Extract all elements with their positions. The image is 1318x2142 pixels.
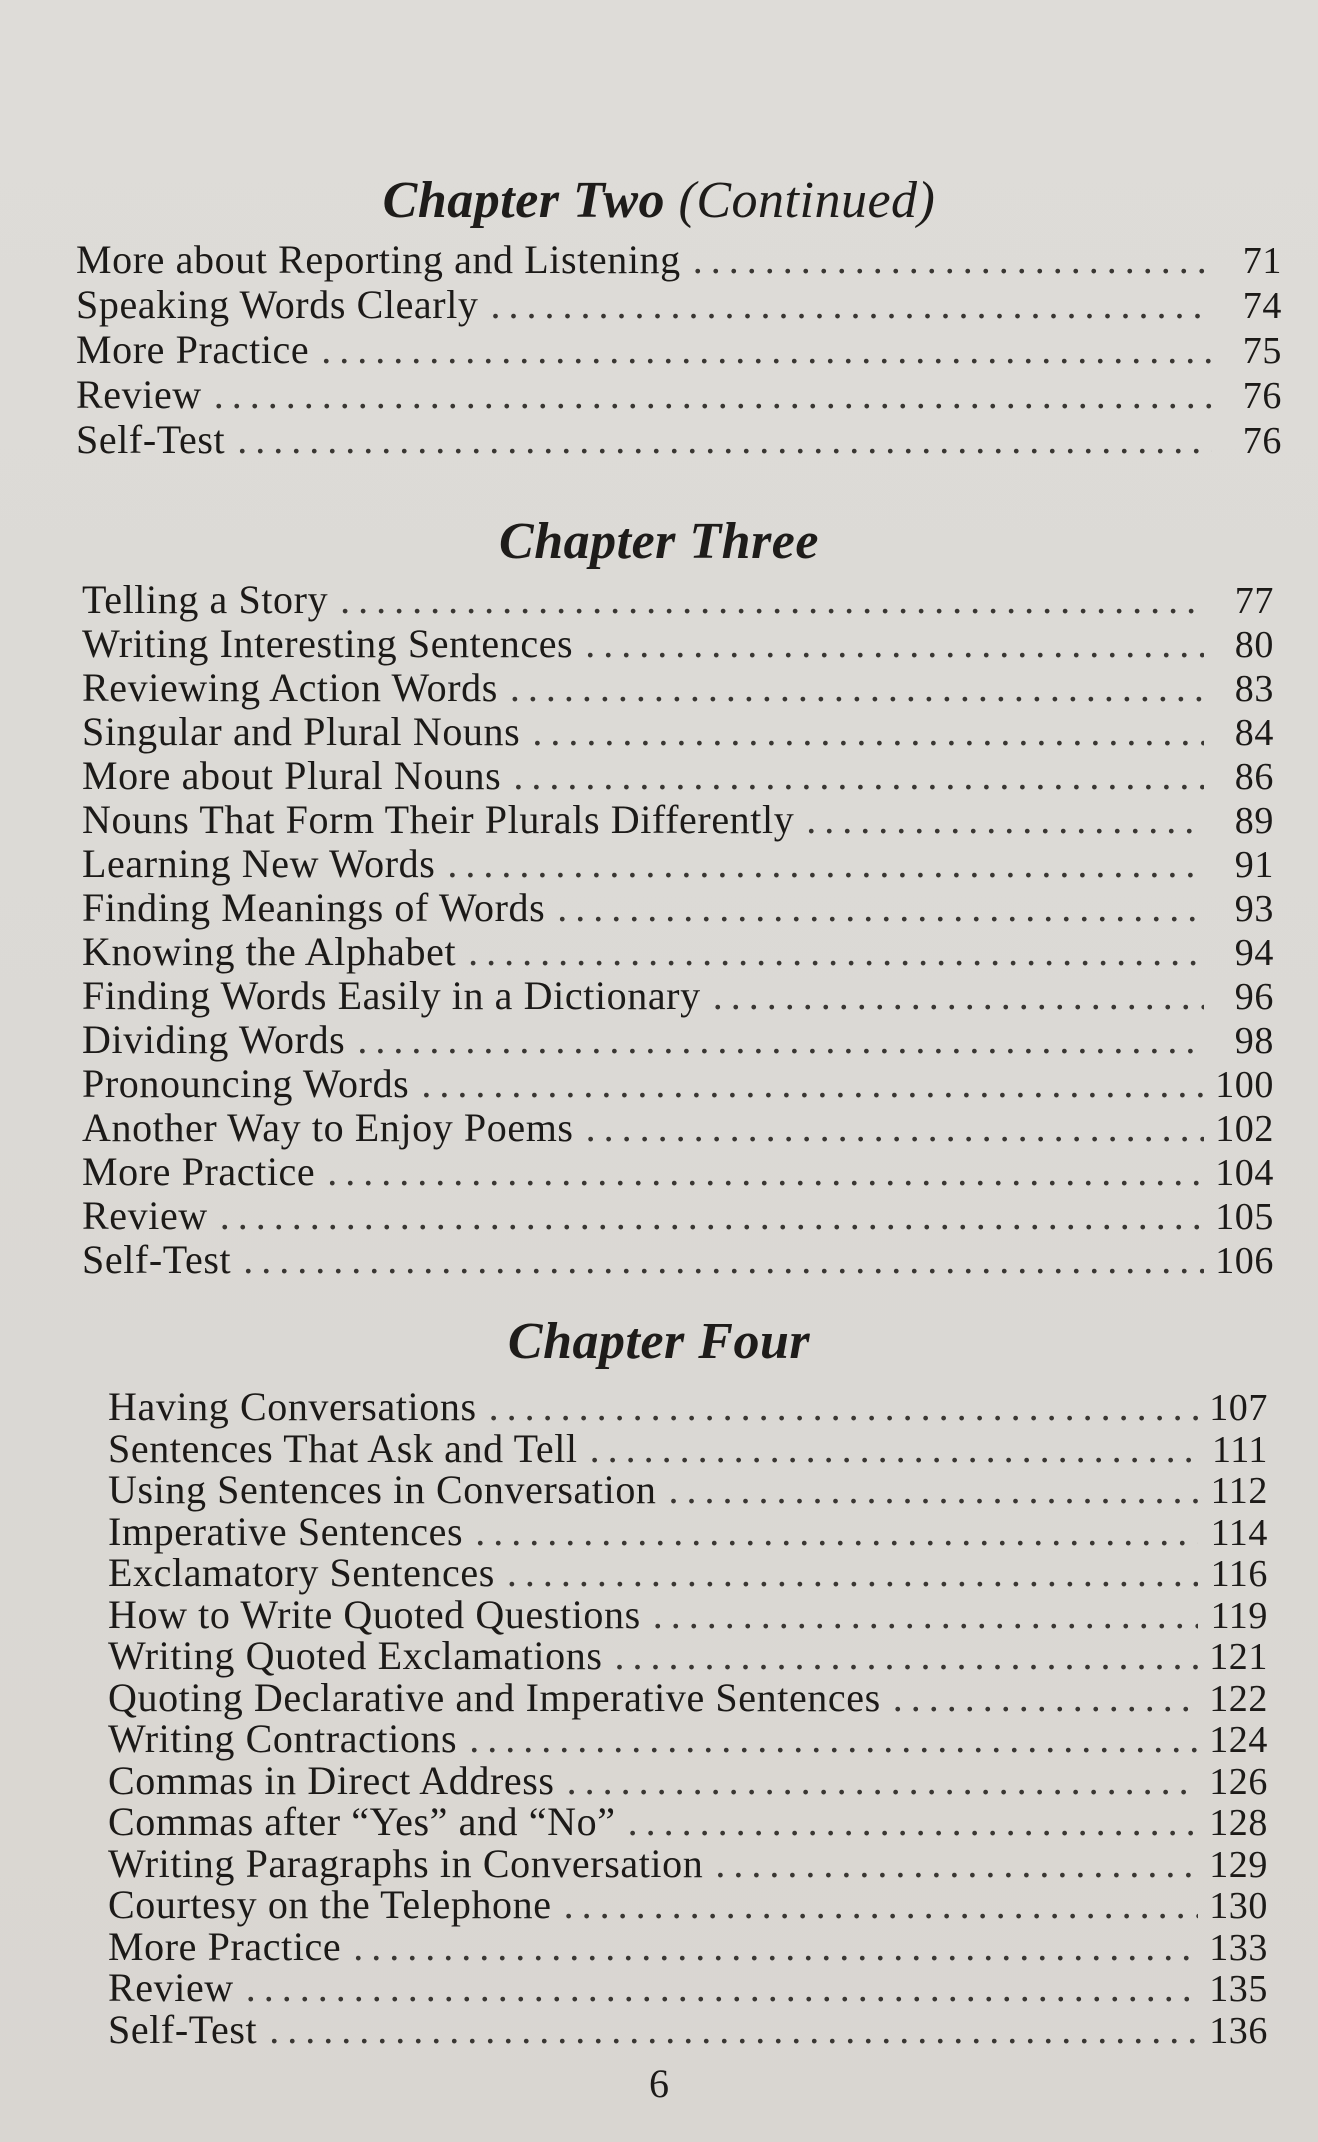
toc-list: [76, 237, 1282, 462]
toc-entry-title: Sentences That Ask and Tell: [108, 1425, 578, 1471]
toc-entry-page-number: 119: [1210, 1594, 1268, 1637]
toc-entry-title: Another Way to Enjoy Poems: [82, 1105, 574, 1150]
chapter-two-section: [0, 165, 1318, 462]
toc-entry-title: Imperative Sentences: [108, 1508, 464, 1554]
toc-entry: [76, 282, 1282, 327]
toc-entry-title: Writing Paragraphs in Conversation: [108, 1840, 704, 1886]
dot-leader: [585, 622, 1204, 666]
dot-leader: [557, 886, 1204, 930]
toc-entry-page-number: 84: [1234, 712, 1274, 754]
toc-entry-page-number: 112: [1210, 1470, 1268, 1512]
dot-leader: [567, 1760, 1198, 1802]
toc-entry-page-number: 122: [1209, 1677, 1268, 1720]
toc-entry-title: More Practice: [82, 1149, 316, 1194]
toc-entry: [108, 1552, 1268, 1594]
dot-leader: [510, 666, 1204, 710]
dot-leader: [806, 798, 1204, 842]
toc-entry-page-number: 93: [1234, 888, 1274, 930]
toc-entry: [108, 1386, 1268, 1428]
toc-entry-title: Self-Test: [82, 1237, 232, 1282]
toc-entry: [108, 1469, 1268, 1511]
toc-entry-page-number: 105: [1215, 1196, 1274, 1238]
toc-entry-title: Quoting Declarative and Imperative Sentences: [108, 1674, 881, 1720]
dot-leader: [340, 578, 1204, 622]
toc-entry-page-number: 102: [1215, 1108, 1274, 1150]
toc-entry: [82, 666, 1274, 710]
chapter-title-text: Chapter Four: [507, 1313, 811, 1370]
dot-leader: [653, 1594, 1198, 1636]
toc-entry: [108, 1801, 1268, 1843]
toc-entry-title: Writing Interesting Sentences: [82, 621, 574, 666]
dot-leader: [586, 1106, 1204, 1150]
toc-entry: [76, 417, 1282, 462]
toc-entry: [108, 1508, 1268, 1554]
dot-leader: [269, 2009, 1198, 2051]
toc-entry: [108, 1757, 1268, 1803]
dot-leader: [220, 1194, 1204, 1238]
toc-entry: [108, 1884, 1268, 1926]
toc-entry-title: More about Reporting and Listening: [76, 237, 681, 282]
toc-entry-page-number: 121: [1209, 1636, 1268, 1678]
toc-entry-title: Review: [108, 1965, 234, 2010]
toc-entry-title: Writing Quoted Exclamations: [108, 1633, 603, 1678]
toc-entry: [82, 1018, 1274, 1062]
toc-entry: [76, 372, 1282, 417]
chapter-title-text: Chapter Two: [382, 172, 666, 229]
dot-leader: [237, 417, 1212, 462]
dot-leader: [489, 1386, 1198, 1428]
toc-entry-title: Learning New Words: [82, 841, 436, 886]
toc-entry: [108, 1718, 1268, 1760]
toc-entry: [82, 974, 1274, 1018]
toc-entry-page-number: 89: [1234, 800, 1274, 842]
toc-entry-page-number: 83: [1234, 668, 1274, 710]
toc-entry-page-number: 76: [1242, 375, 1282, 417]
toc-entry-page-number: 80: [1234, 624, 1274, 666]
dot-leader: [715, 1843, 1198, 1885]
toc-entry-title: Self-Test: [76, 417, 226, 462]
chapter-title: [0, 1306, 1318, 1378]
toc-list: [82, 578, 1274, 1282]
toc-entry-page-number: 104: [1215, 1152, 1274, 1194]
toc-entry-title: Having Conversations: [108, 1384, 477, 1429]
dot-leader: [475, 1511, 1198, 1553]
toc-entry-title: Speaking Words Clearly: [76, 282, 479, 327]
toc-entry-page-number: 86: [1234, 756, 1274, 798]
toc-entry: [108, 1674, 1268, 1720]
page-number-folio: 6: [649, 2061, 669, 2106]
toc-entry: [82, 930, 1274, 974]
toc-entry-page-number: 94: [1234, 932, 1274, 974]
toc-entry-page-number: 71: [1242, 240, 1282, 282]
toc-entry-page-number: 126: [1209, 1760, 1268, 1803]
toc-entry: [82, 1238, 1274, 1282]
toc-entry: [82, 842, 1274, 886]
toc-entry-title: Reviewing Action Words: [82, 665, 498, 710]
toc-entry-page-number: 129: [1209, 1843, 1268, 1886]
toc-entry-page-number: 116: [1210, 1553, 1268, 1595]
toc-entry-title: More about Plural Nouns: [82, 753, 502, 798]
toc-entry: [108, 1425, 1268, 1471]
dot-leader: [243, 1238, 1204, 1282]
toc-entry-title: Pronouncing Words: [82, 1061, 410, 1106]
toc-entry-page-number: 124: [1209, 1719, 1268, 1761]
toc-entry-page-number: 133: [1209, 1926, 1268, 1969]
dot-leader: [693, 237, 1212, 282]
chapter-four-section: [0, 1306, 1318, 2050]
dot-leader: [532, 710, 1204, 754]
dot-leader: [628, 1801, 1198, 1843]
toc-entry-title: Dividing Words: [82, 1017, 346, 1062]
toc-entry-title: Using Sentences in Conversation: [108, 1467, 657, 1512]
toc-entry-title: Singular and Plural Nouns: [82, 709, 521, 754]
toc-entry: [108, 1923, 1268, 1969]
toc-entry-page-number: 114: [1210, 1511, 1268, 1554]
toc-entry: [108, 2006, 1268, 2052]
toc-entry-page-number: 128: [1209, 1802, 1268, 1844]
dot-leader: [614, 1635, 1198, 1677]
toc-entry-title: Commas after “Yes” and “No”: [108, 1799, 616, 1844]
toc-entry: [82, 1150, 1274, 1194]
dot-leader: [713, 974, 1204, 1018]
toc-entry: [76, 237, 1282, 282]
toc-entry-page-number: 130: [1209, 1885, 1268, 1927]
toc-entry-page-number: 98: [1234, 1020, 1274, 1062]
dot-leader: [421, 1062, 1204, 1106]
toc-entry-page-number: 96: [1234, 976, 1274, 1018]
toc-entry: [108, 1591, 1268, 1637]
dot-leader: [507, 1552, 1198, 1594]
toc-entry-title: More Practice: [76, 327, 310, 372]
toc-entry-page-number: 111: [1212, 1428, 1268, 1471]
toc-entry-page-number: 74: [1242, 285, 1282, 327]
chapter-title-text: Chapter Three: [499, 513, 819, 570]
toc-entry-title: Writing Contractions: [108, 1716, 458, 1761]
toc-entry-page-number: 77: [1234, 580, 1274, 622]
dot-leader: [353, 1926, 1198, 1968]
toc-entry-title: Review: [82, 1193, 208, 1238]
chapter-title-suffix: (Continued): [678, 172, 936, 229]
dot-leader: [513, 754, 1204, 798]
toc-entry-title: Knowing the Alphabet: [82, 929, 457, 974]
dot-leader: [327, 1150, 1204, 1194]
toc-entry: [82, 754, 1274, 798]
dot-leader: [447, 842, 1204, 886]
toc-entry: [82, 1194, 1274, 1238]
dot-leader: [246, 1967, 1198, 2009]
toc-entry: [108, 1967, 1268, 2009]
dot-leader: [321, 327, 1212, 372]
toc-entry: [108, 1840, 1268, 1886]
toc-entry: [82, 622, 1274, 666]
toc-entry: [82, 886, 1274, 930]
toc-entry: [82, 1062, 1274, 1106]
toc-list: [108, 1386, 1268, 2050]
toc-entry-page-number: 107: [1209, 1387, 1268, 1429]
toc-entry: [82, 578, 1274, 622]
toc-entry-title: How to Write Quoted Questions: [108, 1591, 641, 1637]
toc-entry: [82, 710, 1274, 754]
toc-entry: [82, 798, 1274, 842]
dot-leader: [214, 372, 1212, 417]
toc-entry: [108, 1635, 1268, 1677]
dot-leader: [564, 1884, 1198, 1926]
toc-entry-title: Courtesy on the Telephone: [108, 1882, 552, 1927]
chapter-three-section: [0, 506, 1318, 1282]
toc-entry-page-number: 106: [1215, 1240, 1274, 1282]
toc-entry-page-number: 76: [1242, 420, 1282, 462]
dot-leader: [669, 1469, 1198, 1511]
chapter-title: [0, 506, 1318, 578]
chapter-title: [0, 165, 1318, 237]
toc-entry-page-number: 91: [1234, 844, 1274, 886]
toc-entry-title: Telling a Story: [82, 577, 329, 622]
toc-entry-title: More Practice: [108, 1923, 342, 1969]
toc-entry-page-number: 100: [1215, 1064, 1274, 1106]
toc-entry: [82, 1106, 1274, 1150]
dot-leader: [357, 1018, 1204, 1062]
dot-leader: [469, 1718, 1198, 1760]
toc-entry-title: Commas in Direct Address: [108, 1757, 555, 1803]
toc-entry-title: Finding Words Easily in a Dictionary: [82, 973, 701, 1018]
toc-entry-page-number: 75: [1242, 330, 1282, 372]
dot-leader: [491, 282, 1212, 327]
dot-leader: [590, 1428, 1198, 1470]
toc-entry-title: Self-Test: [108, 2006, 258, 2052]
toc-entry-title: Nouns That Form Their Plurals Differently: [82, 797, 795, 842]
dot-leader: [893, 1677, 1198, 1719]
dot-leader: [468, 930, 1204, 974]
toc-entry-page-number: 136: [1209, 2009, 1268, 2052]
toc-entry-title: Finding Meanings of Words: [82, 885, 546, 930]
toc-entry: [76, 327, 1282, 372]
toc-entry-title: Review: [76, 372, 202, 417]
toc-entry-page-number: 135: [1209, 1968, 1268, 2010]
toc-entry-title: Exclamatory Sentences: [108, 1550, 495, 1595]
